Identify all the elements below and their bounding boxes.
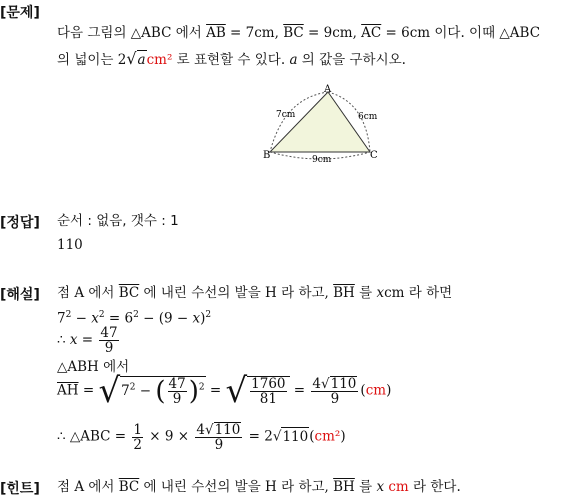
side-ab-label: 7cm <box>276 110 296 120</box>
side-bc-label: 9cm <box>312 155 332 164</box>
problem-line-2: 의 넓이는 2√acm² 로 표현할 수 있다. a 의 값을 구하시오. <box>57 49 406 68</box>
equation-1: $7^2 - x^2 = 6^2 - (9 - x)^2$ <box>57 310 212 327</box>
vertex-b-label: B <box>263 150 271 161</box>
problem-line-1: 다음 그림의 △ABC 에서 $\overline{AB} = 7cm$, $\overline{BC} = 9cm$, $\overline{AC} = 6cm$ 이다. 이때 △ABC <box>57 25 541 41</box>
equation-2: ∴ x = $\frac{47}{9}$ <box>57 325 118 357</box>
explanation-label: [해설] <box>0 287 40 303</box>
vertex-a-label: A <box>324 84 332 95</box>
problem-label: [문제] <box>0 5 40 21</box>
explanation-line-1: 점 A 에서 $\overline{BC}$ 에 내린 수선의 발을 H 라 하고, $\overline{BH}$ 를 xcm 라 하면 <box>57 285 453 301</box>
hint-line: 점 A 에서 $\overline{BC}$ 에 내린 수선의 발을 H 라 하고, $\overline{BH}$ 를 x cm 라 한다. <box>57 479 461 495</box>
hint-label: [힌트] <box>0 481 40 497</box>
vertex-c-label: C <box>370 150 378 161</box>
answer-value: 110 <box>57 237 83 253</box>
triangle-abc <box>270 92 370 152</box>
equation-3: △ABH 에서 <box>57 359 130 375</box>
triangle-figure <box>262 84 382 164</box>
answer-label: [정답] <box>0 215 40 231</box>
equation-5: ∴ △ABC = $\frac{1}{2}$ × 9 × $\frac{4√110}{9}$ = 2√110(cm²) <box>57 421 346 454</box>
equation-4: $\overline{AH} = √7^2$ − ( $\frac{47}{9}$ )$^2$ = √ $\frac{1760}{81}$ = $\frac{4√110}{9}$ (cm) <box>57 371 392 411</box>
answer-meta: 순서 : 없음, 갯수 : 1 <box>57 213 179 229</box>
side-ac-label: 6cm <box>358 112 378 122</box>
